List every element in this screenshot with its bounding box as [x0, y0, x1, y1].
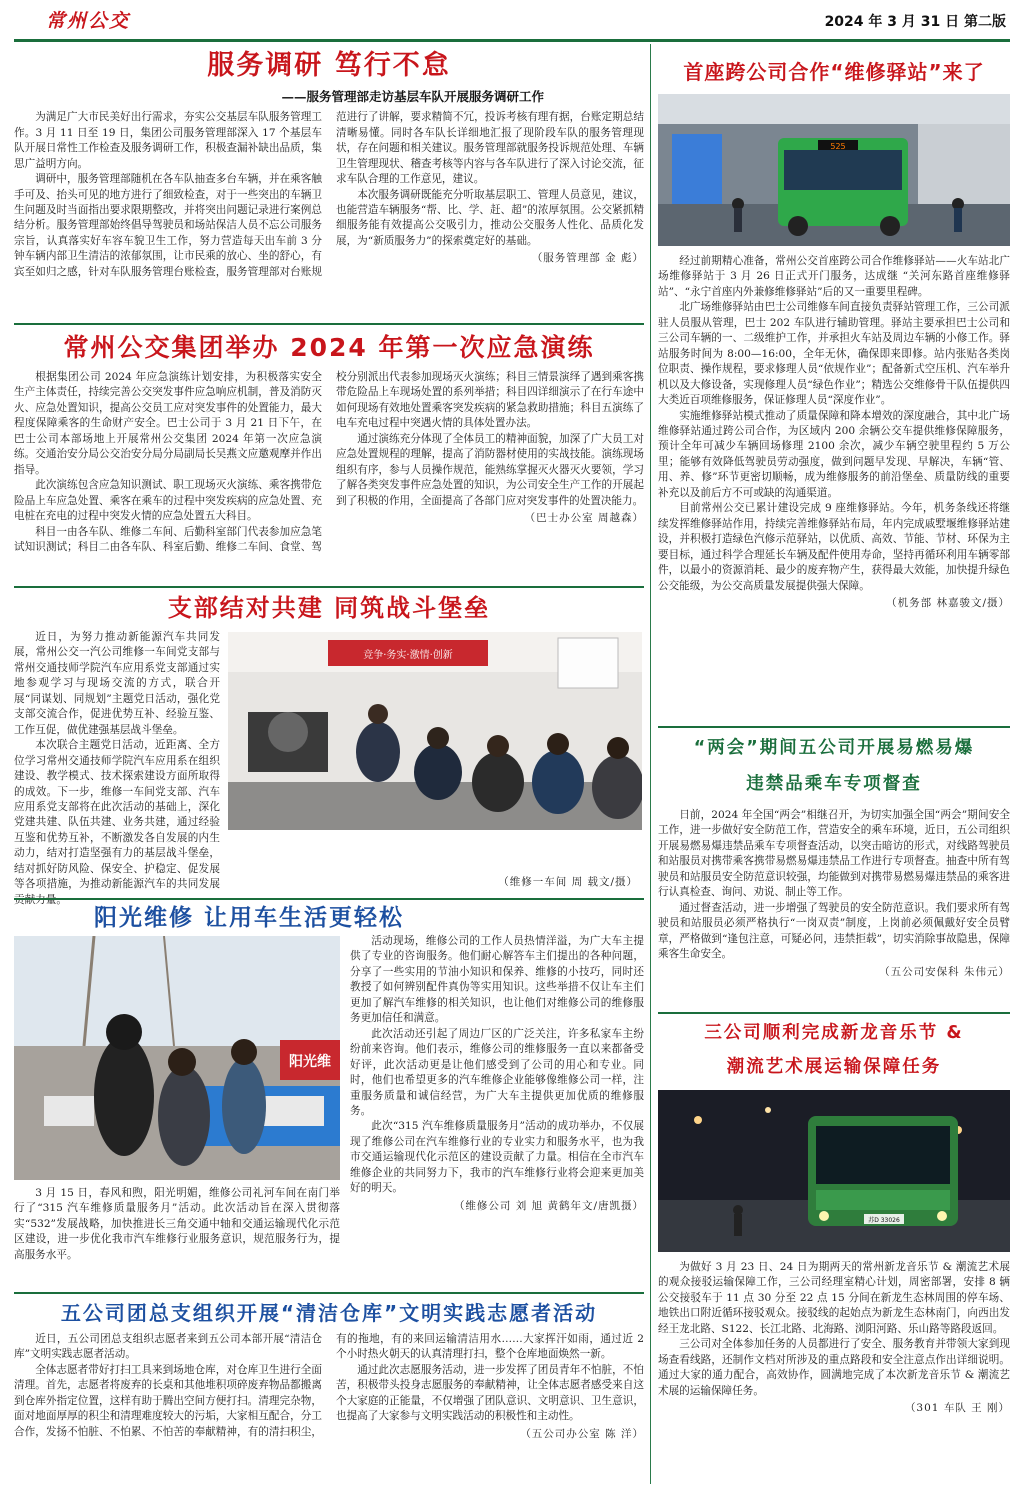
article-body [658, 1260, 1010, 1416]
issue-date: 2024 年 3 月 31 日 第二版 [824, 14, 1006, 30]
paragraph: 全体志愿者带好打扫工具来到场地仓库，对仓库卫生进行全面清理。首先，志愿者将废弃的长桌和其他堆积项碎废弃物品都搬离到仓库外指定位置，这样有助于腾出空间方便打扫。清理完杂物，面对地面厚厚的积尘和清理难度较大的污垢，大家相互配合，分工合作，发扬不怕脏、不怕累、不怕苦的奉献精神，有的清扫积尘，有的拖地，有的来回运输清洁用水……大家挥汗如雨，通过近 2 个小时热火朝天的认真清理打扫，整个仓库地面焕然一新。 [14, 1333, 644, 1438]
repair-station-photo [658, 94, 1010, 246]
night-bus-photo [658, 1090, 1010, 1252]
article-subtitle: ——服务管理部走访基层车队开展服务调研工作 [281, 89, 544, 104]
byline: （服务管理部 金 彪） [531, 252, 644, 265]
section-rule [658, 1012, 1010, 1014]
article-title: 首座跨公司合作“维修驿站”来了 [683, 60, 985, 84]
classroom-photo [228, 632, 642, 830]
article-body [14, 110, 644, 296]
paragraph: 为做好 3 月 23 日、24 日为期两天的常州新龙音乐节 & 潮流艺术展的观众接驳运输保障工作，三公司经理室精心计划，周密部署，安排 8 辆公交接驳车于 11 点 30 分至 22 点 15 分间在新龙生态林周围的停车场、地铁出口附近循环接驳观众。接驳线的起始点为新龙生态林南门，向西出发经王龙北路、S122、长江北路、北海路、浏阳河路、乐山路等路段返回。 [658, 1261, 1010, 1335]
article-title: 阳光维修 让用车生活更轻松 [94, 905, 405, 931]
byline: （301 车队 王 刚） [904, 1402, 1010, 1415]
masthead [14, 6, 1010, 42]
article-content [14, 630, 644, 906]
paragraph: 此次演练包含应急知识测试、职工现场灭火演练、乘客携带危险品上车应急处置、乘客在乘车的过程中突发疾病的应急处置、充电桩在充电的过程中突发火情的应急处置五大科目。 [14, 479, 322, 523]
paragraph: 活动现场，维修公司的工作人员热情洋溢，为广大车主提供了专业的咨询服务。他们耐心解答车主们提出的各种问题，分享了一些实用的节油小知识和保养、维修的小技巧，同时还教授了如何辨别配件真伪等实用知识。这些举措不仅让车主们更加了解汽车维修的相关知识，也让他们对维修公司的维修服务更加信任和满意。 [350, 935, 644, 1025]
byline: （机务部 林嘉骏文/摄） [886, 596, 1010, 609]
article-repair-station [658, 50, 1010, 611]
paragraph: 科目一由各车队、维修二车间、后勤科室部门代表参加应急笔试知识测试；科目二由各车队、科室后勤、维修二车间、食堂、驾校分别派出代表参加现场灭火演练；科目三情景演绎了遇到乘客携带危险品上车现场处置的系列举措；科目四详细演示了在行车途中如何现场有效地处置乘客突发疾病的紧急救助措施；科目五演练了电车充电过程中突遇火情的具体处置办法。 [14, 371, 644, 553]
article-warehouse-cleaning [14, 1296, 644, 1480]
paragraph: 经过前期精心准备，常州公交首座跨公司合作维修驿站——火车站北广场维修驿站于 3 月 26 日正式开门服务，达成继 “关河东路首座维修驿站”、“永宁首座内外兼修维修驿站”后的又一重要里程碑。 [658, 255, 1010, 298]
article-title: 五公司团总支组织开展“清洁仓库”文明实践志愿者活动 [60, 1301, 598, 1325]
article-title: 常州公交集团举办 2024 年第一次应急演练 [63, 333, 595, 362]
repair-event-photo [14, 936, 340, 1180]
paragraph: 近日，五公司团总支组织志愿者来到五公司本部开展“清洁仓库”文明实践志愿者活动。 [14, 1333, 322, 1361]
section-rule [658, 726, 1010, 728]
article-service-survey [14, 48, 644, 296]
article-body [14, 370, 644, 582]
paragraph: 调研中，服务管理部随机在各车队抽查多台车辆，并在乘客触手可及、抬头可见的地方进行了细致检查，对于一些突出的车辆卫生问题及时当面指出要求限期整改，并将突出问题记录进行案例总结分析。服务管理部始终倡导驾驶员和场站保洁人员不忘公司服务宗旨，认真落实好车容车貌卫生工作，努力营造每天出车前 3 分钟车辆内部卫生清洁的浓郁氛围，让市民乘的放心、坐的舒心，有宾至如归之感，针对车队服务管理台账检查，服务管理部对台账规范进行了讲解，要求精简不冗，投诉考核有理有据，台账定期总结清晰易懂。同时各车队长详细地汇报了现阶段车队的服务管理现状，存在问题和相关建议。服务管理部就服务投诉规范处理、车辆卫生管理现状、稽查考核等内容与各车队进行了深入讨论交流，征求车队合理的工作意见，建议。 [14, 111, 644, 278]
section-rule [14, 1292, 644, 1294]
paragraph: 实施维修驿站模式推动了质量保障和降本增效的深度融合，其中北广场维修驿站通过跨公司合作，为区域内 200 余辆公交车提供维修保障服务，预计全年可减少车辆回场修理 2100 余次，减少车辆空驶里程约 5 万公里；能够有效降低驾驶员劳动强度，做到问题早发现、早解决，车辆“管、用、养、修”环节更密切顺畅，成为维修服务的前沿堡垒、质量防线的重要补充以及前后方不可或缺的沟通渠道。 [658, 409, 1010, 499]
article-body [658, 254, 1010, 611]
byline: （维修公司 刘 旭 黄鹤年文/唐凯摄） [453, 1199, 644, 1212]
byline: （五公司办公室 陈 洋） [520, 1427, 644, 1440]
paragraph: 3 月 15 日，春风和煦，阳光明媚，维修公司礼河车间在南门举行了“315 汽车维修质量服务月”活动。此次活动旨在深入贯彻落实“532”发展战略，加快推进长三角交通中轴和交通运输现代化示范区建设，进一步优化我市汽车维修行业服务意识，规范服务行为，提高服务水平。 [14, 1187, 340, 1261]
article-body [14, 1332, 644, 1480]
article-title-line1: 三公司顺利完成新龙音乐节 & [704, 1023, 964, 1043]
paragraph: 通过督查活动，进一步增强了驾驶员的安全防范意识。我们要求所有驾驶员和站服员必须严格执行“一岗双责”制度，上岗前必须佩戴好安全员臂章，严格做到“逢包注意，可疑必问，违禁拒载”，切实消除事故隐患，保障乘客生命安全。 [658, 901, 1010, 961]
column-divider [650, 44, 651, 1484]
article-sunshine-repair [14, 902, 644, 1326]
article-title: 服务调研 笃行不怠 [207, 50, 451, 81]
license-plate: 苏D 33026 [868, 1217, 900, 1224]
paragraph: 日前，2024 年全国“两会”相继召开，为切实加强全国“两会”期间安全工作，进一步做好安全防范工作，营造安全的乘车环境，近日，五公司组织开展易燃易爆违禁品乘车专项督查活动，以突击暗访的形式，对线路驾驶员和站服员对携带乘客携带易燃易爆违禁品工作进行专项督查。抽查中所有驾驶员和站服员安全防范意识较强，均能做到对携带易燃易爆违禁品的乘客进行认真检查、询问、劝说、制止等工作。 [658, 809, 1010, 899]
article-title-line1: “两会”期间五公司开展易燃易爆 [693, 738, 975, 758]
article-emergency-drill [14, 328, 644, 582]
paragraph: 三公司对全体参加任务的人员都进行了安全、服务教育并带领大家到现场查看线路，还制作文档对所涉及的重点路段和安全注意点作出详细说明。通过大家的通力配合，高效协作，圆满地完成了本次新龙音乐节 & 潮流艺术展的运输保障任务。 [658, 1338, 1010, 1397]
article-music-festival [658, 1016, 1010, 1416]
article-title-line2: 潮流艺术展运输保障任务 [726, 1057, 942, 1077]
paragraph: 此次“315 汽车维修质量服务月”活动的成功举办，不仅展现了维修公司在汽车维修行业的专业实力和服务水平，也为我市交通运输现代化示范区的建设贡献了力量。相信在全市汽车维修企业的共同努力下，我市的汽车维修行业将会迎来更加美好的明天。 [350, 1120, 644, 1195]
event-banner-text: 阳光维 [289, 1054, 331, 1070]
article-body [658, 808, 1010, 980]
article-party-branch [14, 590, 644, 906]
paragraph: 根据集团公司 2024 年应急演练计划安排，为积极落实安全生产主体责任，持续完善公交突发事件应急响应机制，普及消防灭火、应急处置知识，提高公交员工应对突发事件的处置能力，最大程度保障乘客的生命财产安全。巴士公司于 3 月 21 日下午，在巴士公司本部场地上开展常州公交集团 2024 年第一次应急演练。交通治安分局公交治安分局分局副局长吴燕文应邀观摩并作出指导。 [14, 371, 322, 476]
paragraph: 目前常州公交已累计建设完成 9 座维修驿站。今年，机务条线还将继续发挥维修驿站作用，持续完善维修驿站布局，年内完成戚墅堰维修驿站建设，并积极打造绿色汽修示范驿站，以优质、高效、节能、节材、环保为主要目标，通过科学合理延长车辆及配件使用寿命，坚持再循环利用车辆零部件，以最小的资源消耗、最少的废弃物产生，获得最大效能，加快提升绿色公交能级，为公交高质量发展提供强大保障。 [658, 502, 1010, 592]
wall-sign-text: 竞争·务实·激情·创新 [363, 650, 453, 661]
article-title: 支部结对共建 同筑战斗堡垒 [167, 594, 491, 622]
article-title-line2: 违禁品乘车专项督查 [746, 774, 922, 794]
paragraph: 近日，为努力推动新能源汽车共同发展，常州公交一汽公司维修一车间党支部与常州交通技师学院汽车应用系党支部通过实地参观学习与现场交流的方式，联合开展“同谋划、同规划”主题党日活动，强化党支部交流合作，促进优势互补、经验互鉴、工作互促，做优建强基层战斗堡垒。 [14, 631, 220, 736]
byline: （五公司安保科 朱伟元） [879, 965, 1010, 978]
paragraph: 本次服务调研既能充分听取基层职工、管理人员意见，建议，也能营造车辆服务“帮、比、学、赶、超”的浓厚氛围。公交紧抓精细服务能有效提高公交吸引力，推动公交服务人性化、品质化发展，为“新质服务力”的探索奠定好的基础。 [336, 188, 644, 247]
byline: （维修一车间 周 载文/摄） [498, 875, 638, 888]
paragraph: 本次联合主题党日活动，近距离、全方位学习常州交通技师学院汽车应用系在组织建设、教学模式、技术探索建设方面所取得的成效。下一步，维修一车间党支部、汽车应用系党支部将在此次活动的基础上，深化党建共建、队伍共建、业务共建，通过经验互鉴和优势互补，不断激发各自发展的内生动力，结对打造坚强有力的基层战斗堡垒，结对抓好防风险、保安全、护稳定、促发展等各项措施，为推动新能源汽车的共同发展贡献力量。 [14, 739, 220, 906]
paragraph: 通过演练充分体现了全体员工的精神面貌，加深了广大员工对应急处置规程的理解，提高了消防器材使用的实战技能。演练现场组织有序，参与人员操作规范，能熟练掌握灭火器灭火要领，学习了解各类突发事件应急处置的知识，为公司安全生产工作的开展起到了积极的作用，全面提高了各部门应对突发事件的处置决能力。 [336, 432, 644, 507]
paragraph: 北广场维修驿站由巴士公司维修车间直接负责驿站管理工作，三公司派驻人员服从管理，巴士 202 车队进行辅助管理。驿站主要承担巴士公司和三公司车辆的一、二级维护工作，并承担火车站及周边车辆的小修工作。驿站服务时间为 8:00—16:00，全年无休，确保即来即修。站内张贴各类岗位职责、操作规程，要求修理人员“依规作业”；配备新式空压机、汽车举升机以及大修设备，实现修理人员“绿色作业”；精选公交维修骨干队伍提供四大类近百项维修服务，保证修理人员“深度作业”。 [658, 301, 1010, 407]
section-rule [14, 898, 644, 900]
article-content [14, 934, 644, 1326]
masthead-brand: 常州公交 [46, 10, 131, 32]
paragraph: 为满足广大市民美好出行需求，夯实公交基层车队服务管理工作。3 月 11 日至 19 日，集团公司服务管理部深入 17 个基层车队开展日常性工作检查及服务调研工作，积极查漏补缺出品质，集思广益明方向。 [14, 111, 322, 170]
article-two-sessions-inspection [658, 730, 1010, 980]
paragraph: 通过此次志愿服务活动，进一步发挥了团员青年不怕脏，不怕苦，积极带头投身志愿服务的奉献精神，让全体志愿者感受来自这个大家庭的正能量，不仅增强了团队意识、文明意识、卫生意识，也提高了大家参与文明实践活动的积极性和主动性。 [336, 1363, 644, 1423]
bus-number-sign: 525 [830, 142, 846, 151]
section-rule [14, 323, 644, 325]
section-rule [14, 586, 644, 588]
byline: （巴士办公室 周越森） [524, 512, 644, 525]
paragraph: 此次活动还引起了周边厂区的广泛关注，许多私家车主纷纷前来咨询。他们表示，维修公司的维修服务一直以来都备受好评，此次活动更是让他们感受到了公司的用心和专业。同时，他们也希望更多的汽车维修企业能够像维修公司一样，注重服务质量和诚信经营，为广大车主提供更加优质的维修服务。 [350, 1027, 644, 1117]
